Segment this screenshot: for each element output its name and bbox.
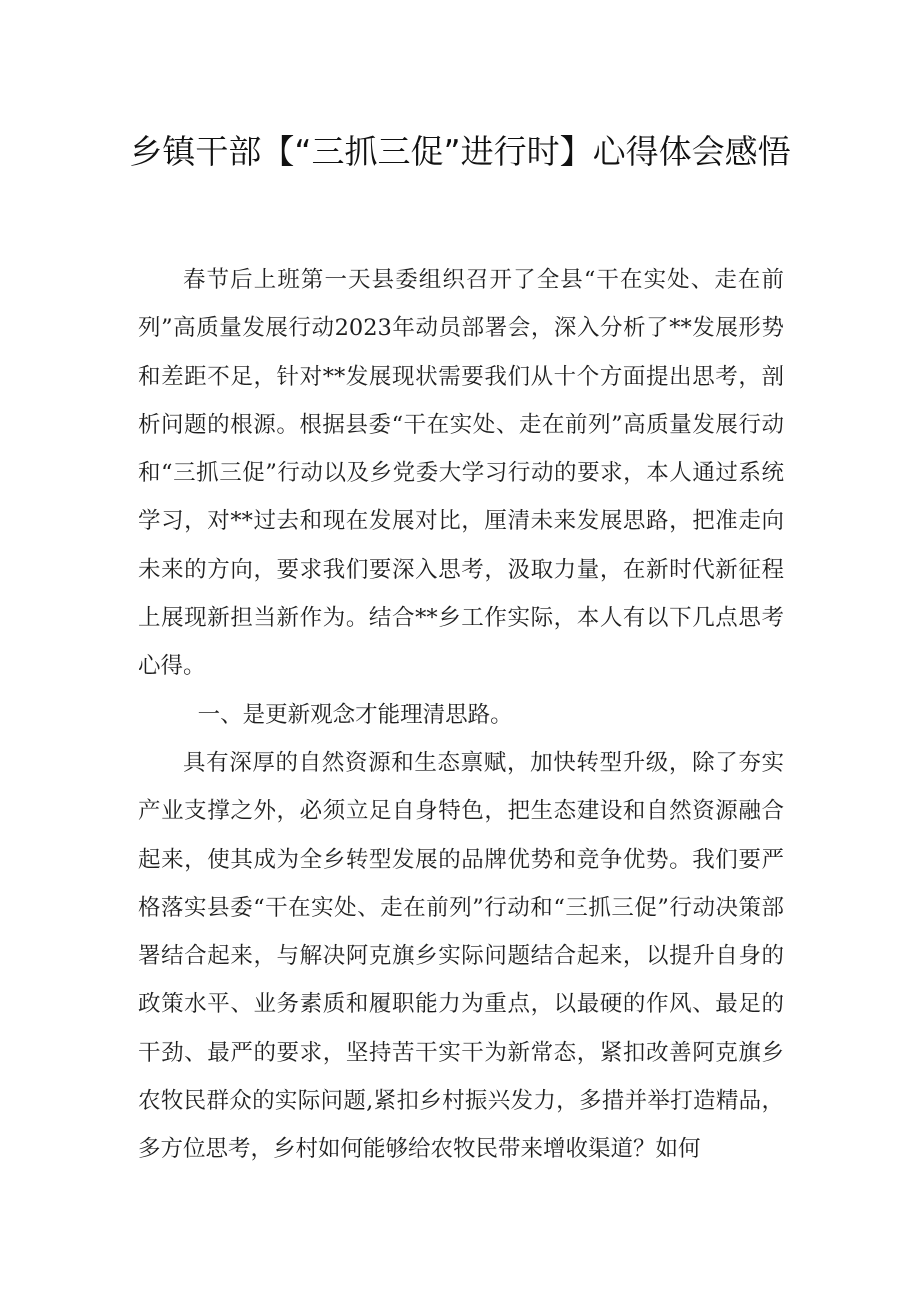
paragraph-section-1: 具有深厚的自然资源和生态禀赋，加快转型升级，除了夯实产业支撑之外，必须立足自身特色，把生态建设和自然资源融合起来，使其成为全乡转型发展的品牌优势和竞争优势。我们要严格落实县委“干在实处、走在前列”行动和“三抓三促”行动决策部署结合起来，与解决阿克旗乡实际问题结合起来，以提升自身的政策水平、业务素质和履职能力为重点，以最硬的作风、最足的干劲、最严的要求，坚持苦干实干为新常态，紧扣改善阿克旗乡农牧民群众的实际问题,紧扣乡村振兴发力，多措并举打造精品，多方位思考，乡村如何能够给农牧民带来增收渠道？如何 (138, 749, 784, 1163)
document-body (138, 256, 784, 1174)
document-title: 乡镇干部【“三抓三促”进行时】心得体会感悟 (129, 132, 791, 171)
section-heading-1: 一、是更新观念才能理清思路。 (197, 701, 513, 728)
paragraph-intro: 春节后上班第一天县委组织召开了全县“干在实处、走在前列”高质量发展行动2023年动员部署会，深入分析了**发展形势和差距不足，针对**发展现状需要我们从十个方面提出思考，剖析问题的根源。根据县委“干在实处、走在前列”高质量发展行动和“三抓三促”行动以及乡党委大学习行动的要求，本人通过系统学习，对**过去和现在发展对比，厘清未来发展思路，把准走向未来的方向，要求我们要深入思考，汲取力量，在新时代新征程上展现新担当新作为。结合**乡工作实际，本人有以下几点思考心得。 (138, 267, 784, 680)
